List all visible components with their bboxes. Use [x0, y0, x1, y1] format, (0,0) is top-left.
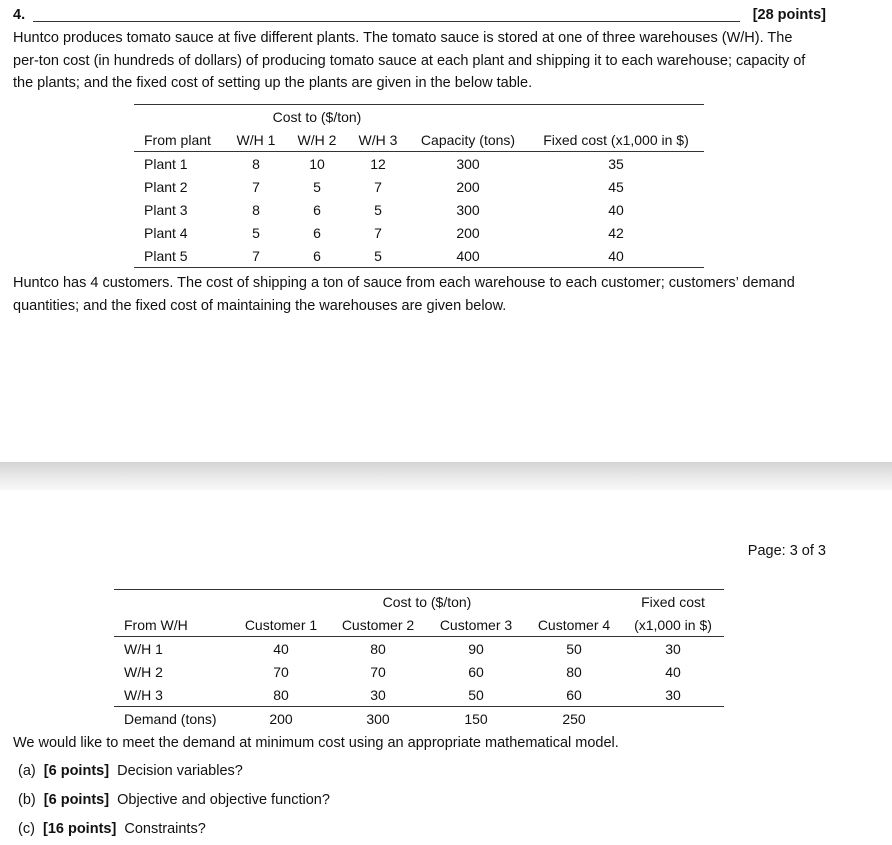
question-label: (b)	[18, 792, 36, 808]
table-cell: 40	[273, 640, 289, 657]
table-cell: 5	[374, 247, 382, 264]
question-points: [6 points]	[43, 792, 110, 808]
table-cell: 40	[665, 663, 681, 680]
table-cell: 42	[608, 224, 624, 241]
table-cell: 300	[366, 710, 390, 727]
table-cell: 70	[273, 663, 289, 680]
question-points: [6 points]	[43, 763, 110, 779]
question-text: Decision variables?	[117, 763, 243, 779]
problem-header	[13, 7, 826, 27]
table-cell: 50	[566, 640, 582, 657]
table-cell: 30	[370, 686, 386, 703]
problem-points: [28 points]	[752, 7, 826, 23]
question-text: Objective and objective function?	[117, 792, 330, 808]
question-text: Constraints?	[124, 821, 206, 837]
table-cell: Plant 3	[144, 201, 188, 218]
table-cell: Plant 4	[144, 224, 188, 241]
table-cell: 90	[468, 640, 484, 657]
question-label: (a)	[18, 763, 36, 779]
table2-header: From W/H	[124, 616, 188, 633]
middle-line: Huntco has 4 customers. The cost of shipping a ton of sauce from each warehouse to each customer; customers’ demand	[13, 275, 795, 291]
table-cell: 40	[608, 201, 624, 218]
header-rule	[33, 21, 740, 22]
table1-group-header: Cost to ($/ton)	[272, 108, 362, 125]
page-number: Page: 3 of 3	[747, 543, 826, 559]
middle-line: quantities; and the fixed cost of maintaining the warehouses are given below.	[13, 297, 507, 314]
table1-header: W/H 3	[358, 131, 398, 148]
table-cell: 80	[566, 663, 582, 680]
question-a	[18, 763, 243, 779]
middle-paragraph	[13, 272, 833, 317]
table-cell: 6	[313, 201, 321, 218]
table-cell: 7	[252, 247, 260, 264]
question-points: [16 points]	[42, 821, 117, 837]
table1-header: W/H 1	[236, 131, 276, 148]
table2-group-header: Cost to ($/ton)	[382, 593, 472, 610]
table-cell: 12	[370, 155, 386, 172]
table2-header: Customer 4	[537, 616, 611, 633]
table-cell: 45	[608, 178, 624, 195]
table-cell: 8	[252, 155, 260, 172]
table-cell: 6	[313, 247, 321, 264]
closing-sentence: We would like to meet the demand at minimum cost using an appropriate mathematical model.	[13, 735, 619, 751]
table-cell: 60	[468, 663, 484, 680]
table-cell: 30	[665, 640, 681, 657]
table-cell: 7	[374, 178, 382, 195]
table-cell: 80	[370, 640, 386, 657]
table1-header: Capacity (tons)	[420, 131, 516, 148]
table2-header: Customer 1	[244, 616, 318, 633]
question-label: (c)	[18, 821, 35, 837]
page-separator	[0, 462, 892, 490]
table-cell: 8	[252, 201, 260, 218]
table-cell: Plant 2	[144, 178, 188, 195]
question-c	[18, 821, 206, 837]
table-cell: W/H 1	[124, 640, 163, 657]
demand-row	[114, 707, 724, 731]
table-cell: 400	[456, 247, 480, 264]
warehouse-cost-table	[114, 589, 724, 730]
table-cell: 35	[608, 155, 624, 172]
table-cell: 7	[252, 178, 260, 195]
table-cell: 60	[566, 686, 582, 703]
table1-header: Fixed cost (x1,000 in $)	[543, 131, 689, 148]
table-row	[114, 637, 724, 661]
table-cell: 40	[608, 247, 624, 264]
table1-header: From plant	[144, 131, 211, 148]
table-cell: 80	[273, 686, 289, 703]
plant-cost-table	[134, 104, 704, 268]
table-cell: Demand (tons)	[124, 710, 217, 727]
table-row	[134, 152, 704, 176]
table-cell: 10	[309, 155, 325, 172]
table-cell: Plant 5	[144, 247, 188, 264]
table2-header: Customer 3	[439, 616, 513, 633]
table-cell: Plant 1	[144, 155, 188, 172]
table-cell: 6	[313, 224, 321, 241]
table-row	[114, 660, 724, 683]
table-cell: 250	[562, 710, 586, 727]
table2-fixed-header-unit: (x1,000 in $)	[634, 616, 712, 633]
table-cell: 70	[370, 663, 386, 680]
table2-header: Customer 2	[341, 616, 415, 633]
intro-line: Huntco produces tomato sauce at five different plants. The tomato sauce is stored at one of three warehouses (W/H). The	[13, 30, 793, 46]
table-row	[134, 175, 704, 198]
table1-header: W/H 2	[297, 131, 337, 148]
table-cell: 5	[313, 178, 321, 195]
table-cell: 200	[269, 710, 293, 727]
table-cell: 5	[374, 201, 382, 218]
table-cell: 50	[468, 686, 484, 703]
intro-paragraph	[13, 27, 833, 95]
table-cell: 200	[456, 178, 480, 195]
table-row	[114, 683, 724, 707]
table-cell: 300	[456, 155, 480, 172]
problem-number: 4.	[13, 7, 26, 23]
table-row	[134, 221, 704, 244]
table-cell: 200	[456, 224, 480, 241]
table-cell: W/H 3	[124, 686, 163, 703]
table2-fixed-header: Fixed cost	[641, 593, 705, 610]
question-b	[18, 792, 330, 808]
table-cell: W/H 2	[124, 663, 163, 680]
intro-line: the plants; and the fixed cost of setting up the plants are given in the below table.	[13, 75, 533, 91]
table-cell: 5	[252, 224, 260, 241]
table-cell: 30	[665, 686, 681, 703]
table-cell: 7	[374, 224, 382, 241]
table-row	[134, 244, 704, 268]
table-cell: 300	[456, 201, 480, 218]
table-row	[134, 198, 704, 221]
table-cell: 150	[464, 710, 488, 727]
intro-line: per-ton cost (in hundreds of dollars) of producing tomato sauce at each plant and shipping it to each warehouse; capacity of	[13, 52, 806, 69]
